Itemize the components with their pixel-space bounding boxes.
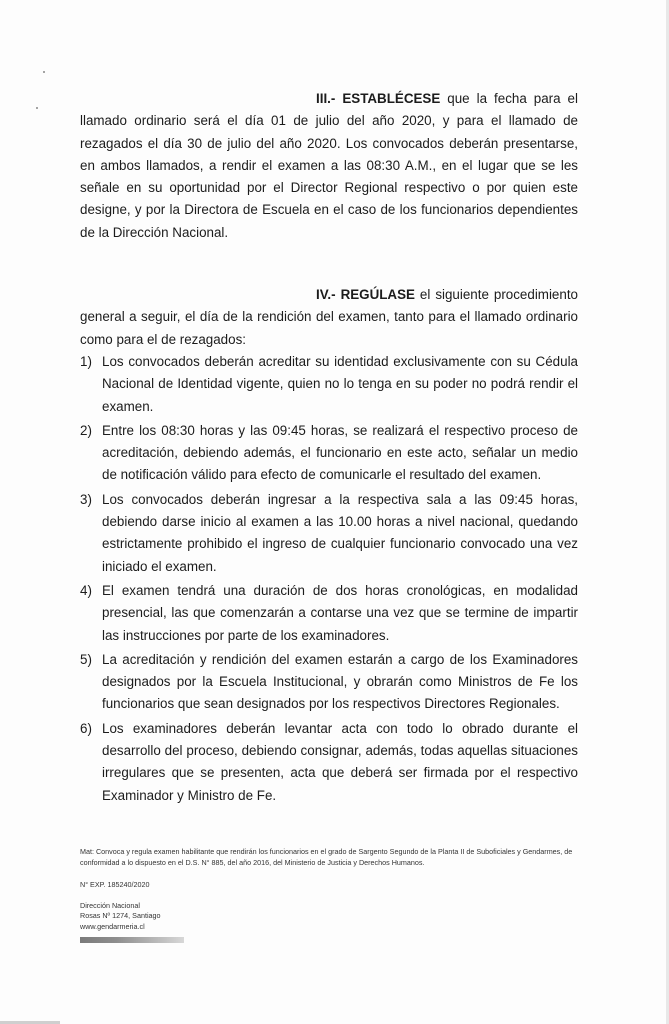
footer-expedient: N° EXP. 185240/2020 xyxy=(80,880,150,889)
list-item-number: 3) xyxy=(80,491,92,507)
list-item xyxy=(80,489,578,578)
footer-website: www.gendarmeria.cl xyxy=(80,922,145,931)
list-item xyxy=(80,420,578,487)
list-item xyxy=(80,580,578,647)
section-iv-paragraph xyxy=(80,284,578,351)
footer-organization: Dirección Nacional xyxy=(80,901,140,910)
list-item-text: Entre los 08:30 horas y las 09:45 horas, se realizará el respectivo proceso de acreditación, debiendo además, el funcionario en este acto, señalar un medio de notificación válido para efecto de comunicarle el resultado del examen. xyxy=(102,422,578,483)
list-item-number: 6) xyxy=(80,720,92,736)
procedure-list xyxy=(80,351,578,809)
footer-matter: Mat: Convoca y regula examen habilitante que rendirán los funcionarios en el grado de Sargento Segundo de la Planta II de Suboficiales y Gendarmes, de conformidad a lo dispuesto en el D.S. N° 885, del año 2016, del Ministerio de Justicia y Derechos Humanos. xyxy=(80,847,573,867)
list-item-number: 1) xyxy=(80,354,92,369)
section-iv-body: el siguiente procedimiento general a seguir, el día de la rendición del examen, tanto para el llamado ordinario como para el de rezagados: xyxy=(80,287,578,347)
footer-gradient-bar xyxy=(80,937,184,943)
list-item-number: 2) xyxy=(80,422,92,438)
section-iii-heading: III.- ESTABLÉCESE xyxy=(316,91,441,106)
list-item xyxy=(80,718,578,807)
list-item-text: Los convocados deberán ingresar a la respectiva sala a las 09:45 horas, debiendo darse inicio al examen a las 10.00 horas a nivel nacional, quedando estrictamente prohibido el ingreso de cualquier funcionario convocado una vez iniciado el examen. xyxy=(102,491,578,574)
list-item-text: Los examinadores deberán levantar acta con todo lo obrado durante el desarrollo del proceso, debiendo consignar, además, todas aquellas situaciones irregulares que se presenten, acta que deberá ser firmada por el respectivo Examinador y Ministro de Fe. xyxy=(102,720,578,803)
section-iv-heading: IV.- REGÚLASE xyxy=(316,287,415,302)
section-iii-paragraph xyxy=(80,88,578,244)
scan-speck xyxy=(43,71,45,73)
list-item-text: La acreditación y rendición del examen estarán a cargo de los Examinadores designados por la Escuela Institucional, y obrarán como Ministros de Fe los funcionarios que sean designados por los respectivos Directores Regionales. xyxy=(102,651,578,712)
list-item-number: 5) xyxy=(80,651,92,667)
list-item xyxy=(80,351,578,418)
footer-address: Rosas Nº 1274, Santiago xyxy=(80,911,161,920)
list-item-text: Los convocados deberán acreditar su identidad exclusivamente con su Cédula Nacional de Identidad vigente, quien no lo tenga en su poder no podrá rendir el examen. xyxy=(102,354,578,414)
scan-speck xyxy=(36,107,38,109)
list-item-number: 4) xyxy=(80,582,92,598)
list-item xyxy=(80,649,578,716)
list-item-text: El examen tendrá una duración de dos horas cronológicas, en modalidad presencial, las que comenzarán a contarse una vez que se termine de impartir las instrucciones por parte de los examinadores. xyxy=(102,582,578,643)
section-iii-body: que la fecha para el llamado ordinario será el día 01 de julio del año 2020, y para el llamado de rezagados el día 30 de julio del año 2020. Los convocados deberán presentarse, en ambos llamados, a rendir el examen a las 08:30 A.M., en el lugar que se les señale en su oportunidad por el Director Regional respectivo o por quien este designe, y por la Directora de Escuela en el caso de los funcionarios dependientes de la Dirección Nacional. xyxy=(80,91,578,240)
